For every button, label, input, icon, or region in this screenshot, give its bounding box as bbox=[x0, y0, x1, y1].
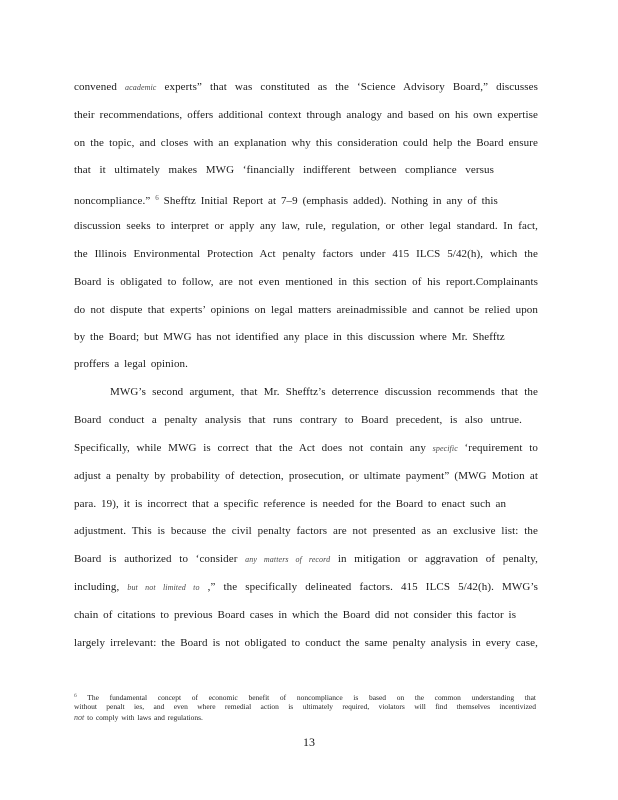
text-run: proffers a legal opinion. bbox=[74, 358, 188, 370]
text-run: Board is authorized to ‘consider bbox=[74, 553, 246, 565]
text-run: para. 19), it is incorrect that a specific reference is needed for the Board to enact such an bbox=[74, 498, 507, 510]
emphasized-text: but not limited to bbox=[127, 583, 200, 592]
text-run: ‘requirement to bbox=[457, 442, 538, 454]
body-line bbox=[74, 275, 538, 289]
body-line bbox=[74, 357, 538, 371]
text-run: without penalt ies, and even where remedial action is ultimately required, violators will find themselves incentivized bbox=[74, 702, 536, 711]
footnote-ref: 6 bbox=[74, 693, 77, 699]
emphasized-text: specific bbox=[432, 444, 458, 453]
text-run: on the topic, and closes with an explanation why this consideration could help the Board ensure bbox=[74, 137, 538, 149]
body-line bbox=[74, 219, 538, 233]
text-run: experts” that was constituted as the ‘Science Advisory Board,” discusses bbox=[156, 81, 538, 93]
text-run: Board conduct a penalty analysis that runs contrary to Board precedent, is also untrue. bbox=[74, 414, 522, 426]
text-run: largely irrelevant: the Board is not obligated to conduct the same penalty analysis in every case, bbox=[74, 637, 538, 649]
text-run: the Illinois Environmental Protection Act penalty factors under 415 ILCS 5/42(h), which the bbox=[74, 248, 538, 260]
body-line bbox=[110, 385, 538, 399]
footnote-line bbox=[74, 702, 536, 712]
text-run: convened bbox=[74, 81, 125, 93]
text-run: adjust a penalty by probability of detection, prosecution, or ultimate payment” (MWG Motion at bbox=[74, 470, 538, 482]
text-run: discussion seeks to interpret or apply any law, rule, regulation, or other legal standard. In fact, bbox=[74, 220, 538, 232]
body-line bbox=[74, 497, 507, 511]
text-run: ,” the specifically delineated factors. 415 ILCS 5/42(h). MWG’s bbox=[199, 581, 538, 593]
body-line bbox=[74, 247, 538, 261]
body-line bbox=[74, 524, 538, 538]
body-line bbox=[74, 108, 538, 122]
text-run: Board is obligated to follow, are not even mentioned in this section of his report.Complainants bbox=[74, 276, 538, 288]
body-line bbox=[74, 608, 517, 622]
emphasized-text: academic bbox=[125, 83, 157, 92]
body-line bbox=[74, 136, 538, 150]
body-line bbox=[74, 413, 522, 427]
text-run: MWG’s second argument, that Mr. Shefftz’s deterrence discussion recommends that the bbox=[110, 386, 538, 398]
emphasized-text: any matters of record bbox=[245, 555, 331, 564]
text-run: their recommendations, offers additional context through analogy and based on his own expertise bbox=[74, 109, 538, 121]
text-run: to comply with laws and regulations. bbox=[84, 713, 203, 722]
text-run: noncompliance.” bbox=[74, 195, 156, 207]
footnote-ref: 6 bbox=[155, 194, 159, 202]
body-line bbox=[74, 636, 538, 650]
body-line bbox=[74, 330, 505, 344]
text-run: Specifically, while MWG is correct that the Act does not contain any bbox=[74, 442, 433, 454]
body-line bbox=[74, 303, 538, 317]
emphasized-text: not bbox=[74, 713, 85, 722]
body-line bbox=[74, 552, 538, 567]
text-run: adjustment. This is because the civil penalty factors are not presented as an exclusive list: the bbox=[74, 525, 538, 537]
body-line bbox=[74, 441, 538, 456]
body-line bbox=[74, 580, 538, 595]
text-run: that it ultimately makes MWG ‘financially indifferent between compliance versus bbox=[74, 164, 494, 176]
body-line bbox=[74, 469, 538, 483]
body-line bbox=[74, 80, 538, 95]
body-line bbox=[74, 191, 498, 208]
text-run: chain of citations to previous Board cases in which the Board did not consider this factor is bbox=[74, 609, 517, 621]
footnote-line bbox=[74, 713, 536, 723]
page-number: 13 bbox=[303, 735, 315, 749]
text-run: Shefftz Initial Report at 7–9 (emphasis added). Nothing in any of this bbox=[158, 195, 498, 207]
text-run: The fundamental concept of economic benefit of noncompliance is based on the common understanding that bbox=[76, 693, 536, 702]
text-run: do not dispute that experts’ opinions on legal matters areinadmissible and cannot be relied upon bbox=[74, 304, 538, 316]
text-run: by the Board; but MWG has not identified any place in this discussion where Mr. Shefftz bbox=[74, 331, 505, 343]
body-line bbox=[74, 163, 494, 177]
text-run: in mitigation or aggravation of penalty, bbox=[330, 553, 538, 565]
text-run: including, bbox=[74, 581, 128, 593]
